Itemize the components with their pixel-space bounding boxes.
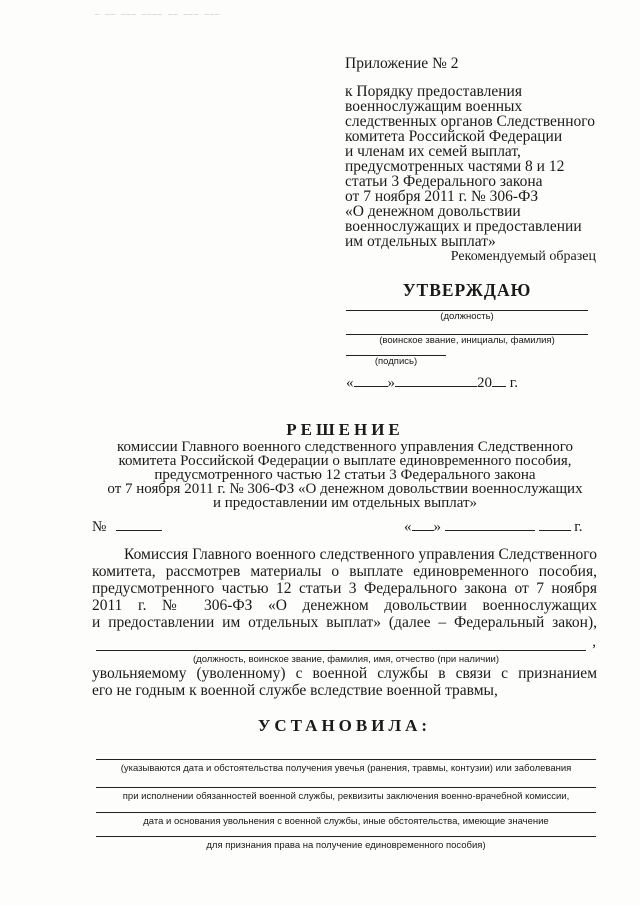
body-line: его не годным к военной службе вследствие военной травмы, (92, 682, 498, 699)
signature-caption: (подпись) (374, 356, 418, 367)
decision-line: предусмотренного частью 12 статьи 3 Федерального закона (154, 467, 536, 483)
body-line: комитета, рассмотрев материалы о выплате единовременного пособия, (92, 563, 597, 580)
appendix-line: комитета Российской Федерации (345, 128, 563, 145)
approval-date (346, 372, 518, 392)
decision-line: комитета Российской Федерации о выплате единовременного пособия, (118, 453, 572, 469)
approval-block (346, 280, 588, 346)
person-fill-block (96, 634, 596, 665)
decision-year-blank (539, 516, 571, 531)
rank-caption: (воинское звание, инициалы, фамилия) (379, 335, 555, 346)
established-caption: при исполнении обязанностей военной службы, реквизиты заключения военно-врачебной комиссии, (122, 791, 570, 802)
decision-heading (60, 420, 630, 510)
date-year-blank (492, 372, 506, 387)
established-title: УСТАНОВИЛА: (257, 716, 432, 735)
body-line: Комиссия Главного военного следственного управления Следственного (124, 546, 597, 563)
body-line: и предоставлении им отдельных выплат» (далее – Федеральный закон), (92, 614, 597, 631)
decision-line: от 7 ноября 2011 г. № 306-ФЗ «О денежном довольствии военнослужащих (107, 481, 583, 497)
number-sign: № (92, 519, 107, 535)
decision-number-row (92, 516, 597, 536)
position-caption: (должность) (440, 311, 494, 322)
appendix-line: статьи 3 Федерального закона (345, 173, 543, 190)
established-fill-2 (96, 787, 596, 802)
person-caption: (должность, воинское звание, фамилия, имя, отчество (при наличии) (193, 654, 499, 665)
established-fill-3 (96, 812, 596, 827)
appendix-line: им отдельных выплат» (345, 233, 496, 250)
appendix-line: к Порядку предоставления (345, 83, 522, 100)
appendix-number: Приложение № 2 (345, 55, 459, 72)
date-month-blank (395, 372, 477, 387)
established-caption: дата и основания увольнения с военной службы, иные обстоятельства, имеющие значение (143, 816, 549, 827)
date-open-quote: « (346, 375, 354, 391)
scan-header-artifact: — —— ——— ———— —— ——— ——— (95, 10, 221, 18)
body-line: предусмотренного частью 12 статьи 3 Федерального закона от 7 ноября (92, 580, 597, 597)
approve-title: УТВЕРЖДАЮ (402, 280, 532, 300)
established-caption: для признания права на получение единовременного пособия) (206, 840, 486, 851)
date-year-prefix: 20 (477, 375, 492, 391)
signature-block (346, 355, 446, 367)
decision-date-suffix: г. (574, 519, 583, 535)
person-comma: , (592, 634, 596, 650)
decision-date-open: « (404, 519, 412, 535)
established-caption: (указываются дата и обстоятельства получения увечья (ранения, травмы, контузии) или заболевания (120, 763, 572, 774)
decision-line: и предоставлении им отдельных выплат» (212, 495, 478, 511)
recommended-sample-label: Рекомендуемый образец (450, 249, 596, 264)
date-close-quote: » (387, 375, 395, 391)
decision-body-continued (92, 665, 597, 699)
appendix-line: от 7 ноября 2011 г. № 306-ФЗ (345, 188, 539, 205)
person-fill-line (96, 650, 586, 651)
established-fill-1 (96, 759, 596, 774)
body-line: увольняемому (уволенному) с военной службы в связи с признанием (92, 665, 597, 682)
decision-number-blank (116, 516, 162, 531)
date-day-blank (354, 372, 388, 387)
date-year-suffix: г. (509, 375, 518, 391)
appendix-line: «О денежном довольствии (345, 203, 521, 220)
appendix-line: предусмотренных частями 8 и 12 (345, 158, 565, 175)
decision-month-blank (445, 516, 535, 531)
appendix-line: следственных органов Следственного (345, 113, 595, 130)
decision-body (92, 546, 597, 631)
decision-date-close: » (433, 519, 441, 535)
appendix-line: военнослужащим военных (345, 98, 523, 115)
decision-day-blank (412, 516, 434, 531)
decision-line: комиссии Главного военного следственного управления Следственного (117, 439, 573, 455)
established-fill-4 (96, 836, 596, 851)
appendix-line: военнослужащих и предоставлении (345, 218, 582, 235)
appendix-line: и членам их семей выплат, (345, 143, 521, 160)
body-line: 2011 г. № 306-ФЗ «О денежном довольствии военнослужащих (92, 597, 597, 614)
appendix-block (345, 56, 615, 249)
decision-title: РЕШЕНИЕ (286, 420, 404, 439)
decision-date (404, 516, 582, 536)
